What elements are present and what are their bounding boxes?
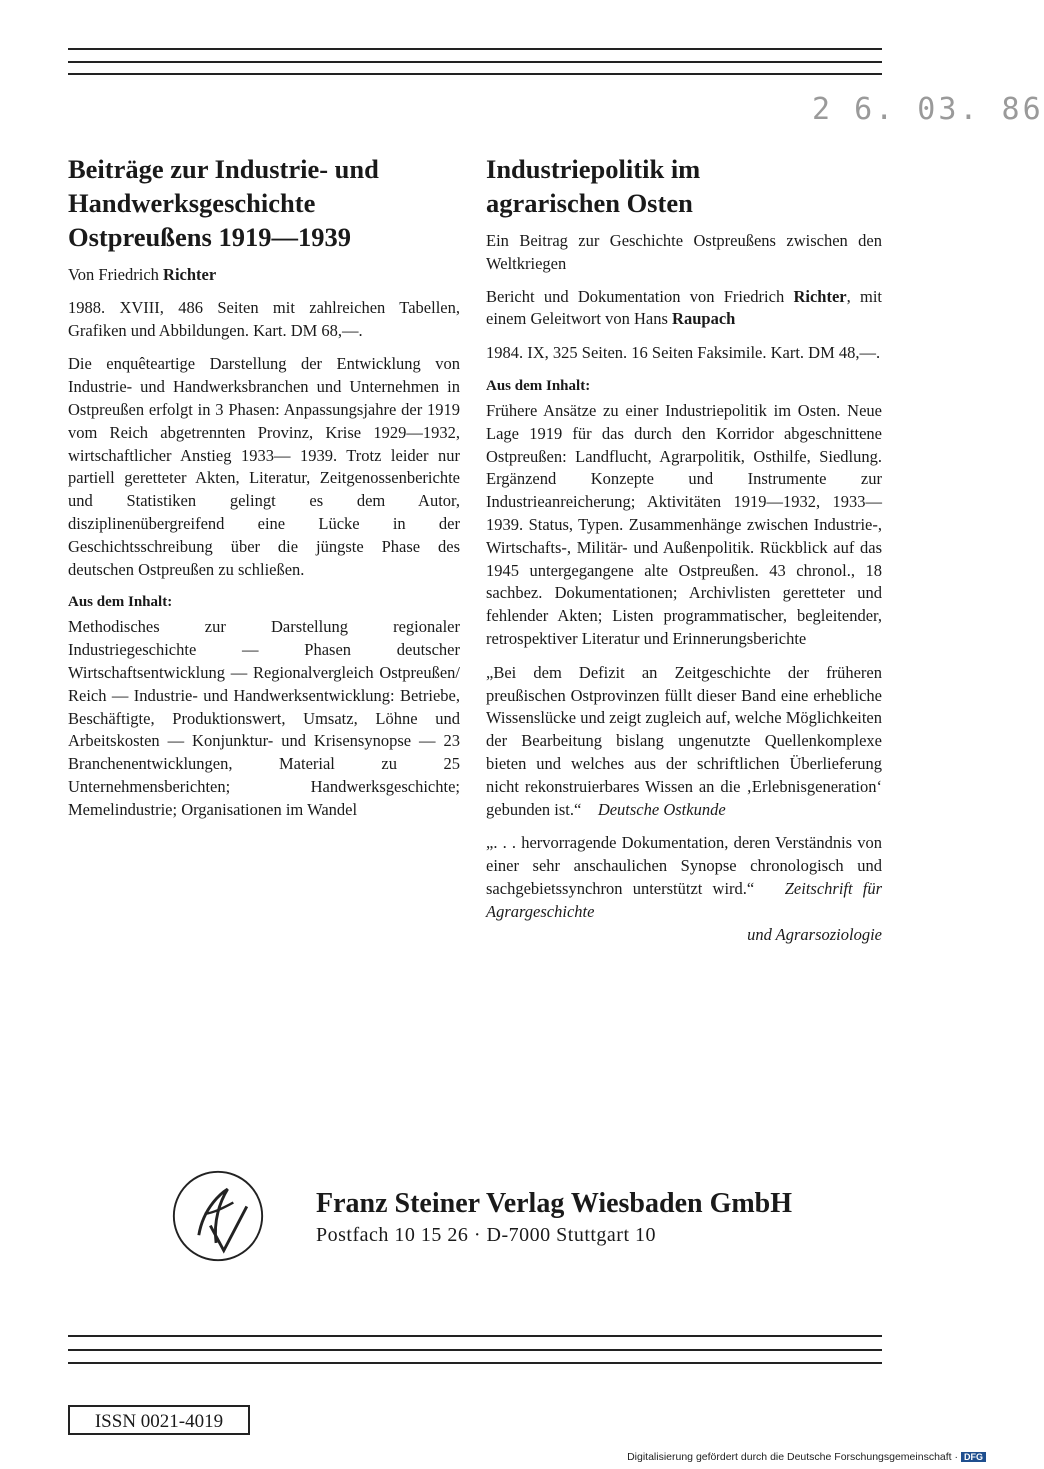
digitization-footer (627, 1451, 986, 1463)
bottom-rule-3 (68, 1362, 882, 1364)
review-quote-1 (486, 662, 882, 822)
footer-text: Digitalisierung gefördert durch die Deutsche Forschungsgemeinschaft · (627, 1451, 958, 1463)
left-author-name: Richter (163, 265, 217, 284)
right-book-title (486, 152, 882, 220)
right-title-line: Industriepolitik im (486, 154, 701, 184)
left-contents: Methodisches zur Darstellung regionaler Industriegeschichte — Phasen deutscher Wirtschaftsentwicklung — Regionalvergleich Ostpreußen/ Reich — Industrie- und Handwerksentwicklung: Betriebe, Beschäftigte, Produktionswert, Umsatz, Löhne und Arbeitskosten — Konjunktur- und Krisensynopse — 23 Branchenentwicklungen, Material zu 25 Unternehmensberichten; Handwerksgeschichte; Memelindustrie; Organisationen im Wandel (68, 617, 460, 819)
publisher-logo-icon (170, 1168, 266, 1264)
left-author (68, 264, 460, 287)
right-contents-heading: Aus dem Inhalt: (486, 377, 591, 394)
top-rule-2 (68, 61, 882, 63)
right-contents: Frühere Ansätze zu einer Industriepolitik im Osten. Neue Lage 1919 für das durch den Korridor abgeschnittene Ostpreußen: Landflucht, Agrarpolitik, Osthilfe, Siedlung. Ergänzend Konzepte und Instrumente zur Industrieanreicherung; Aktivitäten 1919—1932, 1933—1939. Status, Typen. Zusammenhänge zwischen Industrie-, Wirtschafts-, Militär- und Außenpolitik. Rückblick auf das 1945 untergegangene alte Ostpreußen. 43 chronol., 18 sachbez. Dokumentationen; Archivlisten geretteter und fehlender Akten; Listen programmatischer, begleitender, retrospektiver Literatur und Erinnerungsberichte (486, 400, 882, 648)
dfg-badge: DFG (961, 1452, 986, 1462)
bottom-rule-2 (68, 1349, 882, 1351)
review-quote-1-source: Deutsche Ostkunde (597, 799, 726, 819)
right-report-middle: , mit einem Geleitwort von Hans (486, 286, 882, 329)
right-report-prefix: Bericht und Dokumentation von Friedrich (486, 286, 794, 306)
publisher-block (316, 1186, 792, 1248)
review-quote-1-text: „Bei dem Defizit an Zeitgeschichte der früheren preußischen Ostprovinzen füllt dieser Band eine erhebliche Wissenslücke und zeigt zugleich auf, welche Möglichkeiten der Bearbeitung bislang ungenutzte Quellenkomplexe bieten und welches aus der schriftlichen Überlieferung nicht rekonstruierbares Wissen an die ‚Erlebnisgeneration‘ gebunden ist.“ (486, 662, 882, 819)
left-book-title (68, 152, 460, 254)
publisher-name: Franz Steiner Verlag Wiesbaden GmbH (316, 1188, 793, 1219)
date-stamp: 2 6. 03. 86 (812, 92, 1044, 127)
right-publication-info: 1984. IX, 325 Seiten. 16 Seiten Faksimile. Kart. DM 48,—. (486, 343, 881, 363)
review-quote-2-source: Zeitschrift für Agrargeschichte (486, 878, 883, 921)
left-title-line: Ostpreußens 1919—1939 (68, 222, 351, 252)
publisher-address: Postfach 10 15 26 · D-7000 Stuttgart 10 (316, 1224, 657, 1246)
review-quote-2-text: „. . . hervorragende Dokumentation, deren Verständnis von einer sehr anschaulichen Synopse chronologisch und sachgebietssynchron unterstützt wird.“ (486, 833, 882, 898)
left-title-line: Handwerksgeschichte (68, 188, 316, 218)
review-quote-2 (486, 832, 882, 946)
right-column (486, 152, 882, 957)
left-title-line: Beiträge zur Industrie- und (68, 154, 379, 184)
left-description: Die enquêteartige Darstellung der Entwicklung von Industrie- und Handwerksbranchen und Unternehmen in Ostpreußen erfolgt in 3 Phasen: Anpassungsjahre der 1919 vom Reich abgetrennten Provinz, Krise 1929—1932, wirtschaftlicher Anstieg 1933— 1939. Trotz leider nur partiell geretteter Akten, Literatur, Zeitgenossenberichte und Statistiken gelingt es dem Autor, disziplinenübergreifend eine Lücke in der Geschichtsschreibung über die jüngste Phase des deutschen Ostpreußen zu schließen. (68, 354, 460, 579)
right-title-line: agrarischen Osten (486, 188, 693, 218)
left-contents-heading: Aus dem Inhalt: (68, 594, 173, 611)
top-rule-3 (68, 73, 882, 75)
right-report-editor: Raupach (672, 309, 736, 329)
right-subtitle: Ein Beitrag zur Geschichte Ostpreußens zwischen den Weltkriegen (486, 231, 882, 273)
left-column (68, 152, 460, 833)
review-quote-2-source-cont: und Agrarsoziologie (747, 924, 882, 944)
issn-box: ISSN 0021-4019 (68, 1405, 250, 1435)
left-author-prefix: Von Friedrich (68, 265, 164, 284)
right-report-author: Richter (793, 286, 847, 306)
bottom-rule-1 (68, 1335, 882, 1337)
left-publication-info: 1988. XVIII, 486 Seiten mit zahlreichen Tabellen, Grafiken und Abbildungen. Kart. DM 68,—. (68, 297, 460, 340)
right-report-credit (486, 286, 882, 332)
top-rule-1 (68, 48, 882, 50)
